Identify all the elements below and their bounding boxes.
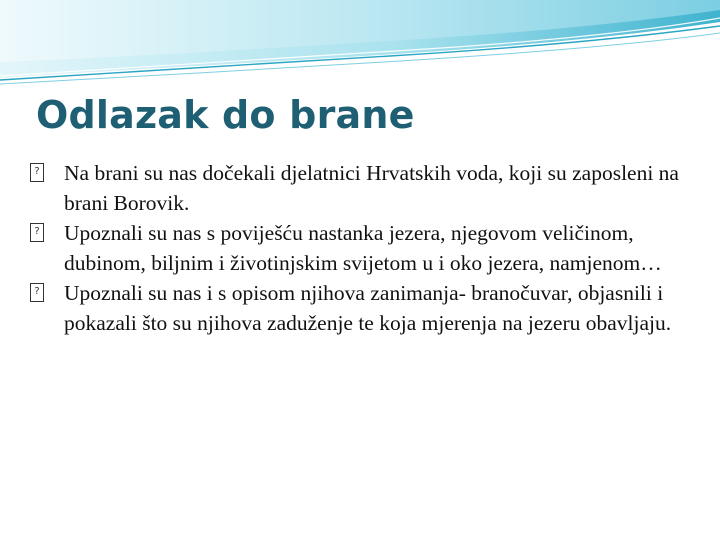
missing-glyph-bullet-icon: ? — [30, 223, 44, 242]
bullet-item — [30, 218, 695, 278]
bullet-text: Upoznali su nas i s opisom njihova zanimanja- branočuvar, objasnili i pokazali što su njihova zaduženje te koja mjerenja na jezeru obavljaju. — [64, 281, 672, 335]
missing-glyph-bullet-icon: ? — [30, 163, 44, 182]
wave-header-decoration — [0, 0, 720, 90]
bullet-text: Na brani su nas dočekali djelatnici Hrvatskih voda, koji su zaposleni na brani Borovik. — [64, 161, 679, 215]
bullet-text: Upoznali su nas s poviješću nastanka jezera, njegovom veličinom, dubinom, biljnim i životinjskim svijetom u i oko jezera, namjenom… — [64, 221, 662, 275]
missing-glyph-bullet-icon: ? — [30, 283, 44, 302]
bullet-item — [30, 158, 695, 218]
bullet-item — [30, 278, 695, 338]
slide-title: Odlazak do brane — [36, 93, 415, 137]
bullet-list — [30, 158, 695, 338]
